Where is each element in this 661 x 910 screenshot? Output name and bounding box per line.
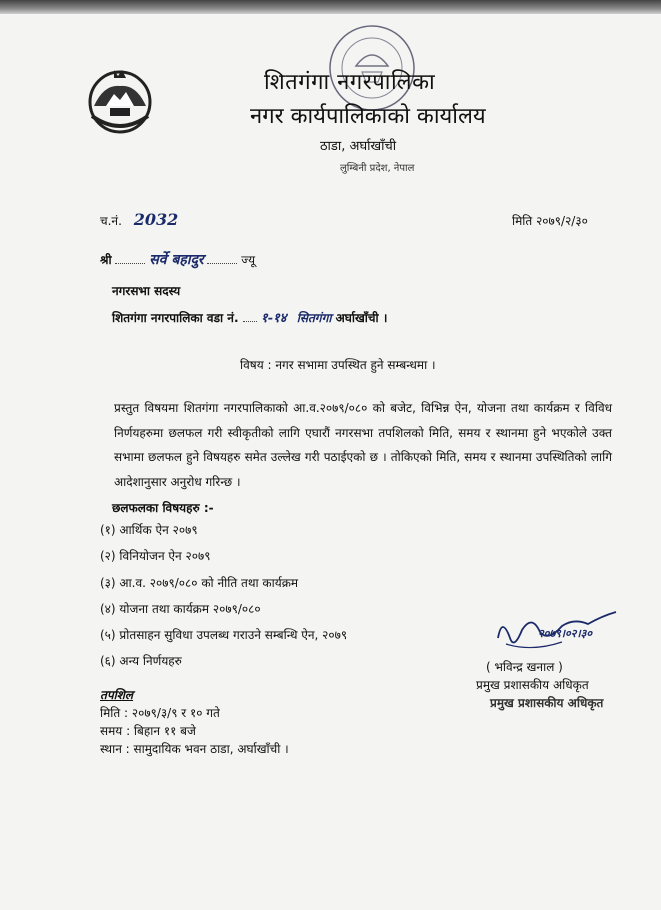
ward-suffix: अर्घाखाँची । <box>335 311 388 325</box>
subject-line: विषय : नगर सभामा उपस्थित हुने सम्बन्धमा । <box>240 358 436 372</box>
body-paragraph: प्रस्तुत विषयमा शितगंगा नगरपालिकाको आ.व.२०७९/०८० को बजेट, विभिन्न ऐन, योजना तथा कार्यक्रम र विविध निर्णयहरुमा छलफल गरी स्वीकृतीको लागि एघारौं नगरसभा तपशिलको मिति, समय र स्थानमा हुने भएकोले उक्त सभामा छलफल हुने विषयहरु समेत उल्लेख गरी पठाईएको छ । तोकिएको मिति, समय र स्थानमा उपस्थितिको लागि आदेशानुसार अनुरोध गरिन्छ । <box>114 401 612 489</box>
ward-line <box>112 308 387 326</box>
shri-label: श्री <box>100 253 112 267</box>
office-name: नगर कार्यपालिकाको कार्यालय <box>250 104 486 129</box>
topic-item: (४) योजना तथा कार्यक्रम २०७९/०८० <box>100 602 261 616</box>
date-line <box>512 212 588 229</box>
ref-label: च.नं. <box>100 214 122 228</box>
ward-place: सितगंगा <box>296 311 332 325</box>
tapashil-heading: तपशिल <box>100 688 134 702</box>
topic-item: (६) अन्य निर्णयहरु <box>100 654 182 668</box>
recipient-dots-right <box>207 251 237 264</box>
topic-item: (५) प्रोतसाहन सुविधा उपलब्ध गराउने सम्बन्धि ऐन, २०७९ <box>100 628 348 642</box>
signatory-stamp: प्रमुख प्रशासकीय अधिकृत <box>490 696 604 710</box>
tapashil-time: समय : बिहान ११ बजे <box>100 724 196 738</box>
province-line: लुम्बिनी प्रदेश, नेपाल <box>340 163 415 174</box>
reference-line <box>100 210 178 229</box>
signature-date: २०७९।०२।३० <box>538 627 593 640</box>
tapashil-date: मिति : २०७९/३/९ र १० गते <box>100 706 220 720</box>
scan-edge <box>0 0 661 14</box>
office-address: ठाडा, अर्घाखाँची <box>320 139 397 154</box>
ref-number: 2032 <box>133 210 179 229</box>
signatory-name: ( भविन्द्र खनाल ) <box>486 660 563 674</box>
date-label: मिति <box>512 214 533 228</box>
recipient-line <box>100 250 255 269</box>
date-value: २०७९/२/३० <box>536 214 588 228</box>
recipient-name: सर्वे बहादुर <box>149 252 204 268</box>
recipient-dots-left <box>115 251 145 264</box>
municipality-name: शितगंगा नगरपालिका <box>264 70 436 95</box>
topic-item: (१) आर्थिक ऐन २०७९ <box>100 523 198 537</box>
tapashil-venue: स्थान : सामुदायिक भवन ठाडा, अर्घाखाँची । <box>100 742 289 756</box>
ward-number: १-१४ <box>260 311 287 326</box>
nepal-emblem-icon <box>84 66 156 134</box>
ward-dots <box>243 309 257 322</box>
topic-item: (३) आ.व. २०७९/०८० को नीति तथा कार्यक्रम <box>100 576 299 590</box>
topics-heading: छलफलका विषयहरु :- <box>112 501 214 515</box>
signatory-title: प्रमुख प्रशासकीय अधिकृत <box>476 678 589 692</box>
recipient-title: नगरसभा सदस्य <box>112 284 181 298</box>
ward-prefix: शितगंगा नगरपालिका वडा नं. <box>112 311 239 325</box>
topic-item: (२) विनियोजन ऐन २०७९ <box>100 549 211 563</box>
recipient-suffix: ज्यू <box>241 253 256 267</box>
